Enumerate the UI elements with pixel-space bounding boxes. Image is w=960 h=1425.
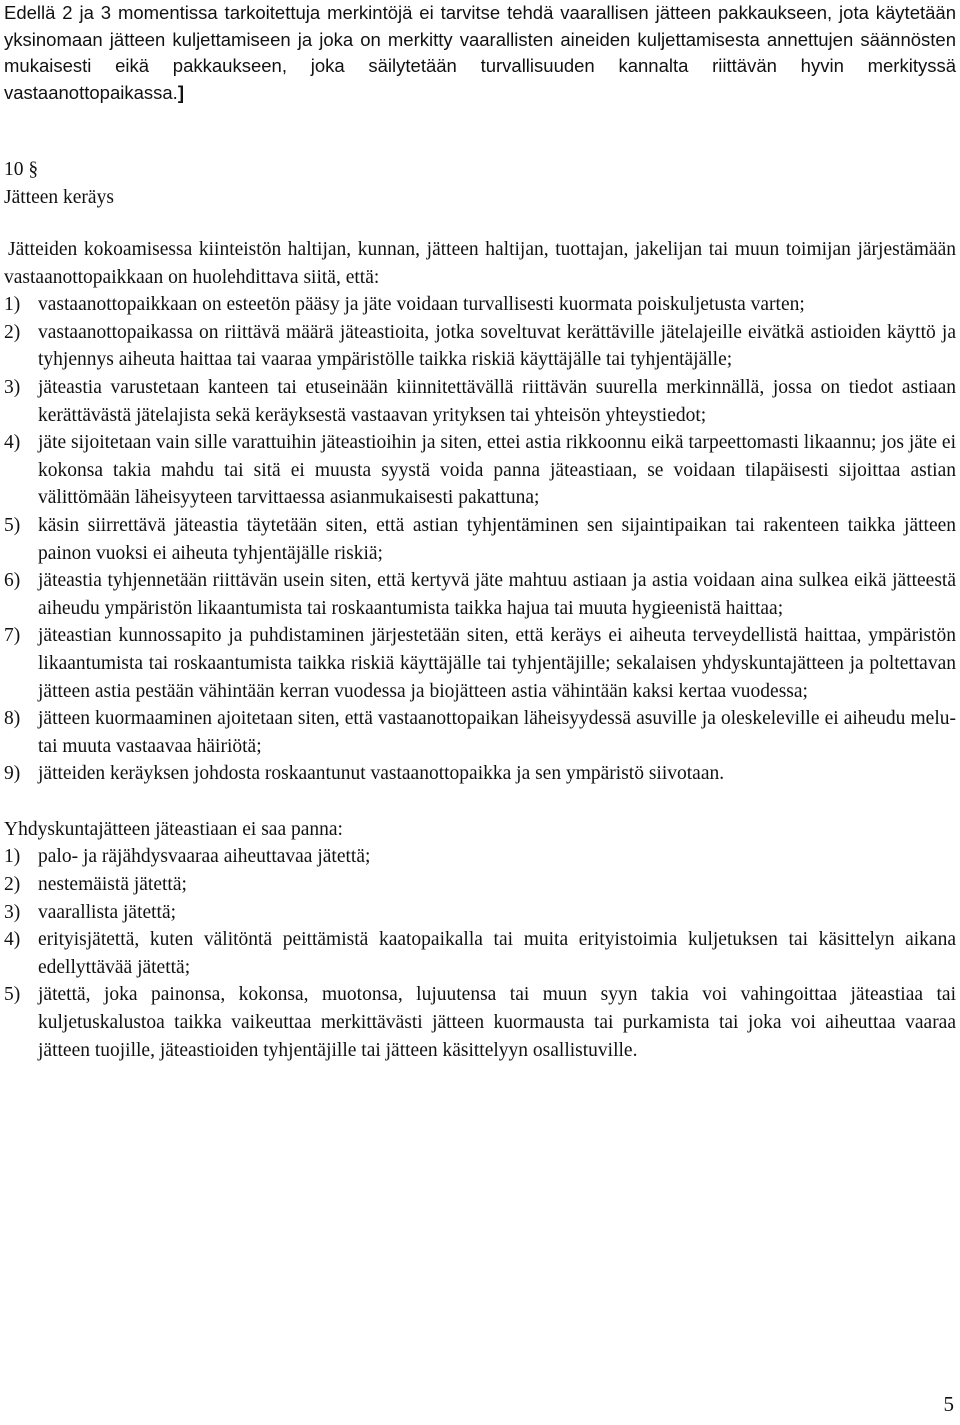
section-heading (4, 156, 956, 212)
list-item (4, 871, 956, 899)
list-item-text: jätettä, joka painonsa, kokonsa, muotonsa, lujuutensa tai muun syyn takia voi vahingoittaa jäteastiaa tai kuljetuskalustoa taikka vaikeuttaa merkittävästi jätteen kuormausta tai purkamista tai joka voi aiheuttaa vaaraa jätteen tuojille, jäteastioiden tyhjentäjille tai jätteen käsittelyyn osallistuville. (38, 984, 956, 1061)
list-item-text: nestemäistä jätettä; (38, 874, 187, 896)
list-item (4, 926, 956, 981)
section-title: Jätteen keräys (4, 187, 114, 208)
list-item (4, 291, 956, 319)
list-item-text: jäteastia varustetaan kanteen tai etuseinään kiinnitettävällä riittävän suurella merkinnällä, jossa on tiedot astiaan kerättävästä jätelajista sekä keräyksestä vastaavan yrityksen tai yhteisön yhteystiedot; (38, 376, 956, 426)
list-item-marker: 4) (4, 929, 21, 951)
list-item-text: käsin siirrettävä jäteastia täytetään siten, että astian tyhjentäminen sen sijaintipaikan tai rakenteen taikka jätteen painon vuoksi ei aiheuta tyhjentäjälle riskiä; (38, 514, 956, 564)
list-item (4, 705, 956, 760)
prohibited-list (4, 843, 956, 1064)
list-item (4, 374, 956, 429)
list-item-marker: 2) (4, 321, 21, 343)
document-page (4, 0, 956, 1064)
closing-bracket: ] (177, 81, 184, 103)
list-item-text: erityisjätettä, kuten välitöntä peittämistä kaatopaikalla tai muita erityistoimia kuljetuksen tai käsittelyn aikana edellyttävää jätettä; (38, 929, 956, 978)
list-item-marker: 5) (4, 514, 21, 536)
list-item-marker: 1) (4, 294, 21, 316)
list-item (4, 981, 956, 1064)
list-item-text: vastaanottopaikkaan on esteetön pääsy ja jäte voidaan turvallisesti kuormata poiskuljetusta varten; (38, 294, 805, 316)
list-item-marker: 4) (4, 432, 21, 454)
list-item (4, 760, 956, 788)
list-item (4, 899, 956, 927)
list-item-marker: 7) (4, 625, 21, 647)
list-item-marker: 3) (4, 901, 21, 923)
list-item (4, 622, 956, 705)
list-item-text: jäte sijoitetaan vain sille varattuihin jäteastioihin ja siten, ettei astia rikkoonnu eikä tarpeettomasti likaannu; jos jäte ei kokonsa takia mahdu tai sitä ei muusta syystä voida panna jäteastiaan, se voidaan tilapäisesti sijoittaa astian välittömään läheisyyteen tarvittaessa asianmukaisesti pakattuna; (38, 432, 956, 509)
top-paragraph-text: Edellä 2 ja 3 momentissa tarkoitettuja merkintöjä ei tarvitse tehdä vaarallisen jätteen pakkaukseen, jota käytetään yksinomaan jätteen kuljettamiseen ja joka on merkitty vaarallisten aineiden kuljettamisesta annettujen säännösten mukaisesti eikä pakkaukseen, joka säilytetään turvallisuuden kannalta riittävän hyvin merkityssä vastaanottopaikassa. (4, 2, 956, 103)
list-item (4, 319, 956, 374)
requirements-list (4, 291, 956, 788)
list-item-text: vastaanottopaikassa on riittävä määrä jäteastioita, jotka soveltuvat kerättäville jätelajeille eivätkä astioiden käyttö ja tyhjennys aiheuta haittaa tai vaaraa ympäristölle taikka riskiä käyttäjälle tai tyhjentäjälle; (38, 321, 956, 371)
list-item (4, 567, 956, 622)
list-item-text: palo- ja räjähdysvaaraa aiheuttavaa jätettä; (38, 846, 371, 868)
prohibited-lead: Yhdyskuntajätteen jäteastiaan ei saa panna: (4, 818, 343, 840)
list-item (4, 843, 956, 871)
list-item-text: jäteastia tyhjennetään riittävän usein siten, että kertyvä jäte mahtuu astiaan ja astia voidaan aina sulkea eikä jätteestä aiheudu ympäristön likaantumista tai roskaantumista taikka hajua tai muuta hygieenistä haittaa; (38, 570, 956, 619)
list-item (4, 512, 956, 567)
list-item-marker: 3) (4, 376, 21, 398)
list-item-marker: 9) (4, 763, 21, 785)
list-item-marker: 5) (4, 984, 21, 1006)
list-item-marker: 2) (4, 874, 21, 896)
page-number: 5 (943, 1392, 954, 1416)
list-item-text: jätteen kuormaaminen ajoitetaan siten, että vastaanottopaikan läheisyydessä asuville ja oleskeleville ei aiheudu melu- tai muuta vastaavaa häiriötä; (38, 708, 956, 757)
top-paragraph (4, 0, 956, 106)
section-intro: Jätteiden kokoamisessa kiinteistön haltijan, kunnan, jätteen haltijan, tuottajan, jakelijan tai muun toimijan järjestämään vastaanottopaikkaan on huolehdittava siitä, että: (4, 239, 956, 288)
list-item-text: jätteiden keräyksen johdosta roskaantunut vastaanottopaikka ja sen ympäristö siivotaan. (38, 763, 725, 785)
list-item-marker: 6) (4, 570, 21, 592)
section-number: 10 § (4, 159, 39, 180)
list-item-text: jäteastian kunnossapito ja puhdistaminen järjestetään siten, että keräys ei aiheuta terveydellistä haittaa, ympäristön likaantumista tai roskaantumista taikka riskiä käyttäjälle tai tyhjentäjille; sekalaisen yhdyskuntajätteen ja poltettavan jätteen astia pestään vähintään kerran vuodessa ja biojätteen astia vähintään kaksi kertaa vuodessa; (38, 625, 956, 702)
list-item-marker: 1) (4, 846, 21, 868)
list-item-marker: 8) (4, 708, 21, 730)
list-item (4, 429, 956, 512)
list-item-text: vaarallista jätettä; (38, 901, 177, 923)
